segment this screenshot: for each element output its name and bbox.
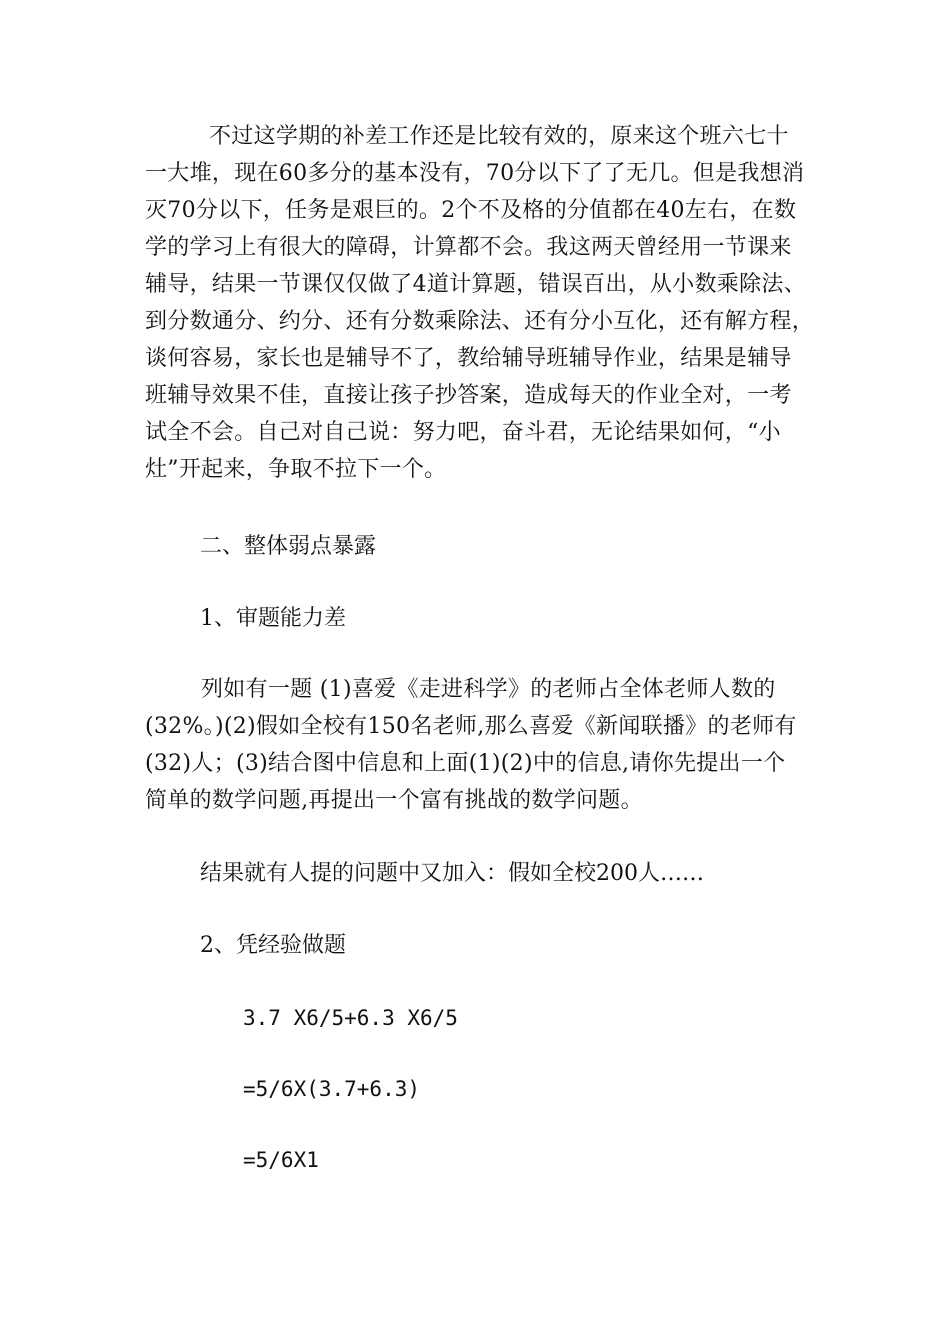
- paragraph-line: (32%。)(2)假如全校有150名老师,那么喜爱《新闻联播》的老师有: [145, 714, 797, 739]
- formula-line: 3.7 X6/5+6.3 X6/5: [243, 1006, 458, 1030]
- paragraph-line: 学的学习上有很大的障碍，计算都不会。我这两天曾经用一节课来: [145, 235, 792, 260]
- paragraph-example-question: [145, 671, 805, 819]
- paragraph-line: 列如有一题 (1)喜爱《走进科学》的老师占全体老师人数的: [201, 677, 776, 702]
- paragraph-line: 班辅导效果不佳，直接让孩子抄答案，造成每天的作业全对，一考: [145, 383, 792, 408]
- paragraph-line: 灭70分以下，任务是艰巨的。2个不及格的分值都在40左右，在数: [145, 198, 797, 223]
- paragraph-line: 一大堆，现在60多分的基本没有，70分以下了了无几。但是我想消: [145, 161, 805, 186]
- paragraph-line: 试全不会。自己对自己说：努力吧，奋斗君，无论结果如何，“小: [145, 420, 781, 445]
- paragraph-remedial-work: [145, 118, 815, 488]
- paragraph-result: 结果就有人提的问题中又加入：假如全校200人……: [200, 861, 704, 886]
- item-heading-reading: 1、审题能力差: [200, 606, 346, 631]
- paragraph-line: 简单的数学问题,再提出一个富有挑战的数学问题。: [145, 788, 643, 813]
- formula-line: =5/6X1: [243, 1148, 319, 1172]
- paragraph-line: 灶”开起来，争取不拉下一个。: [145, 457, 447, 482]
- paragraph-line: (32)人；(3)结合图中信息和上面(1)(2)中的信息,请你先提出一个: [145, 751, 786, 776]
- paragraph-line: 到分数通分、约分、还有分数乘除法、还有分小互化，还有解方程，: [145, 309, 815, 334]
- formula-line: =5/6X(3.7+6.3): [243, 1077, 421, 1101]
- paragraph-line: 辅导，结果一节课仅仅做了4道计算题，错误百出，从小数乘除法、: [145, 272, 806, 297]
- paragraph-line: 谈何容易，家长也是辅导不了，教给辅导班辅导作业，结果是辅导: [145, 346, 792, 371]
- paragraph-line: 不过这学期的补差工作还是比较有效的，原来这个班六七十: [209, 124, 789, 149]
- item-heading-experience: 2、凭经验做题: [200, 933, 346, 958]
- section-heading-weakness: 二、整体弱点暴露: [200, 534, 377, 559]
